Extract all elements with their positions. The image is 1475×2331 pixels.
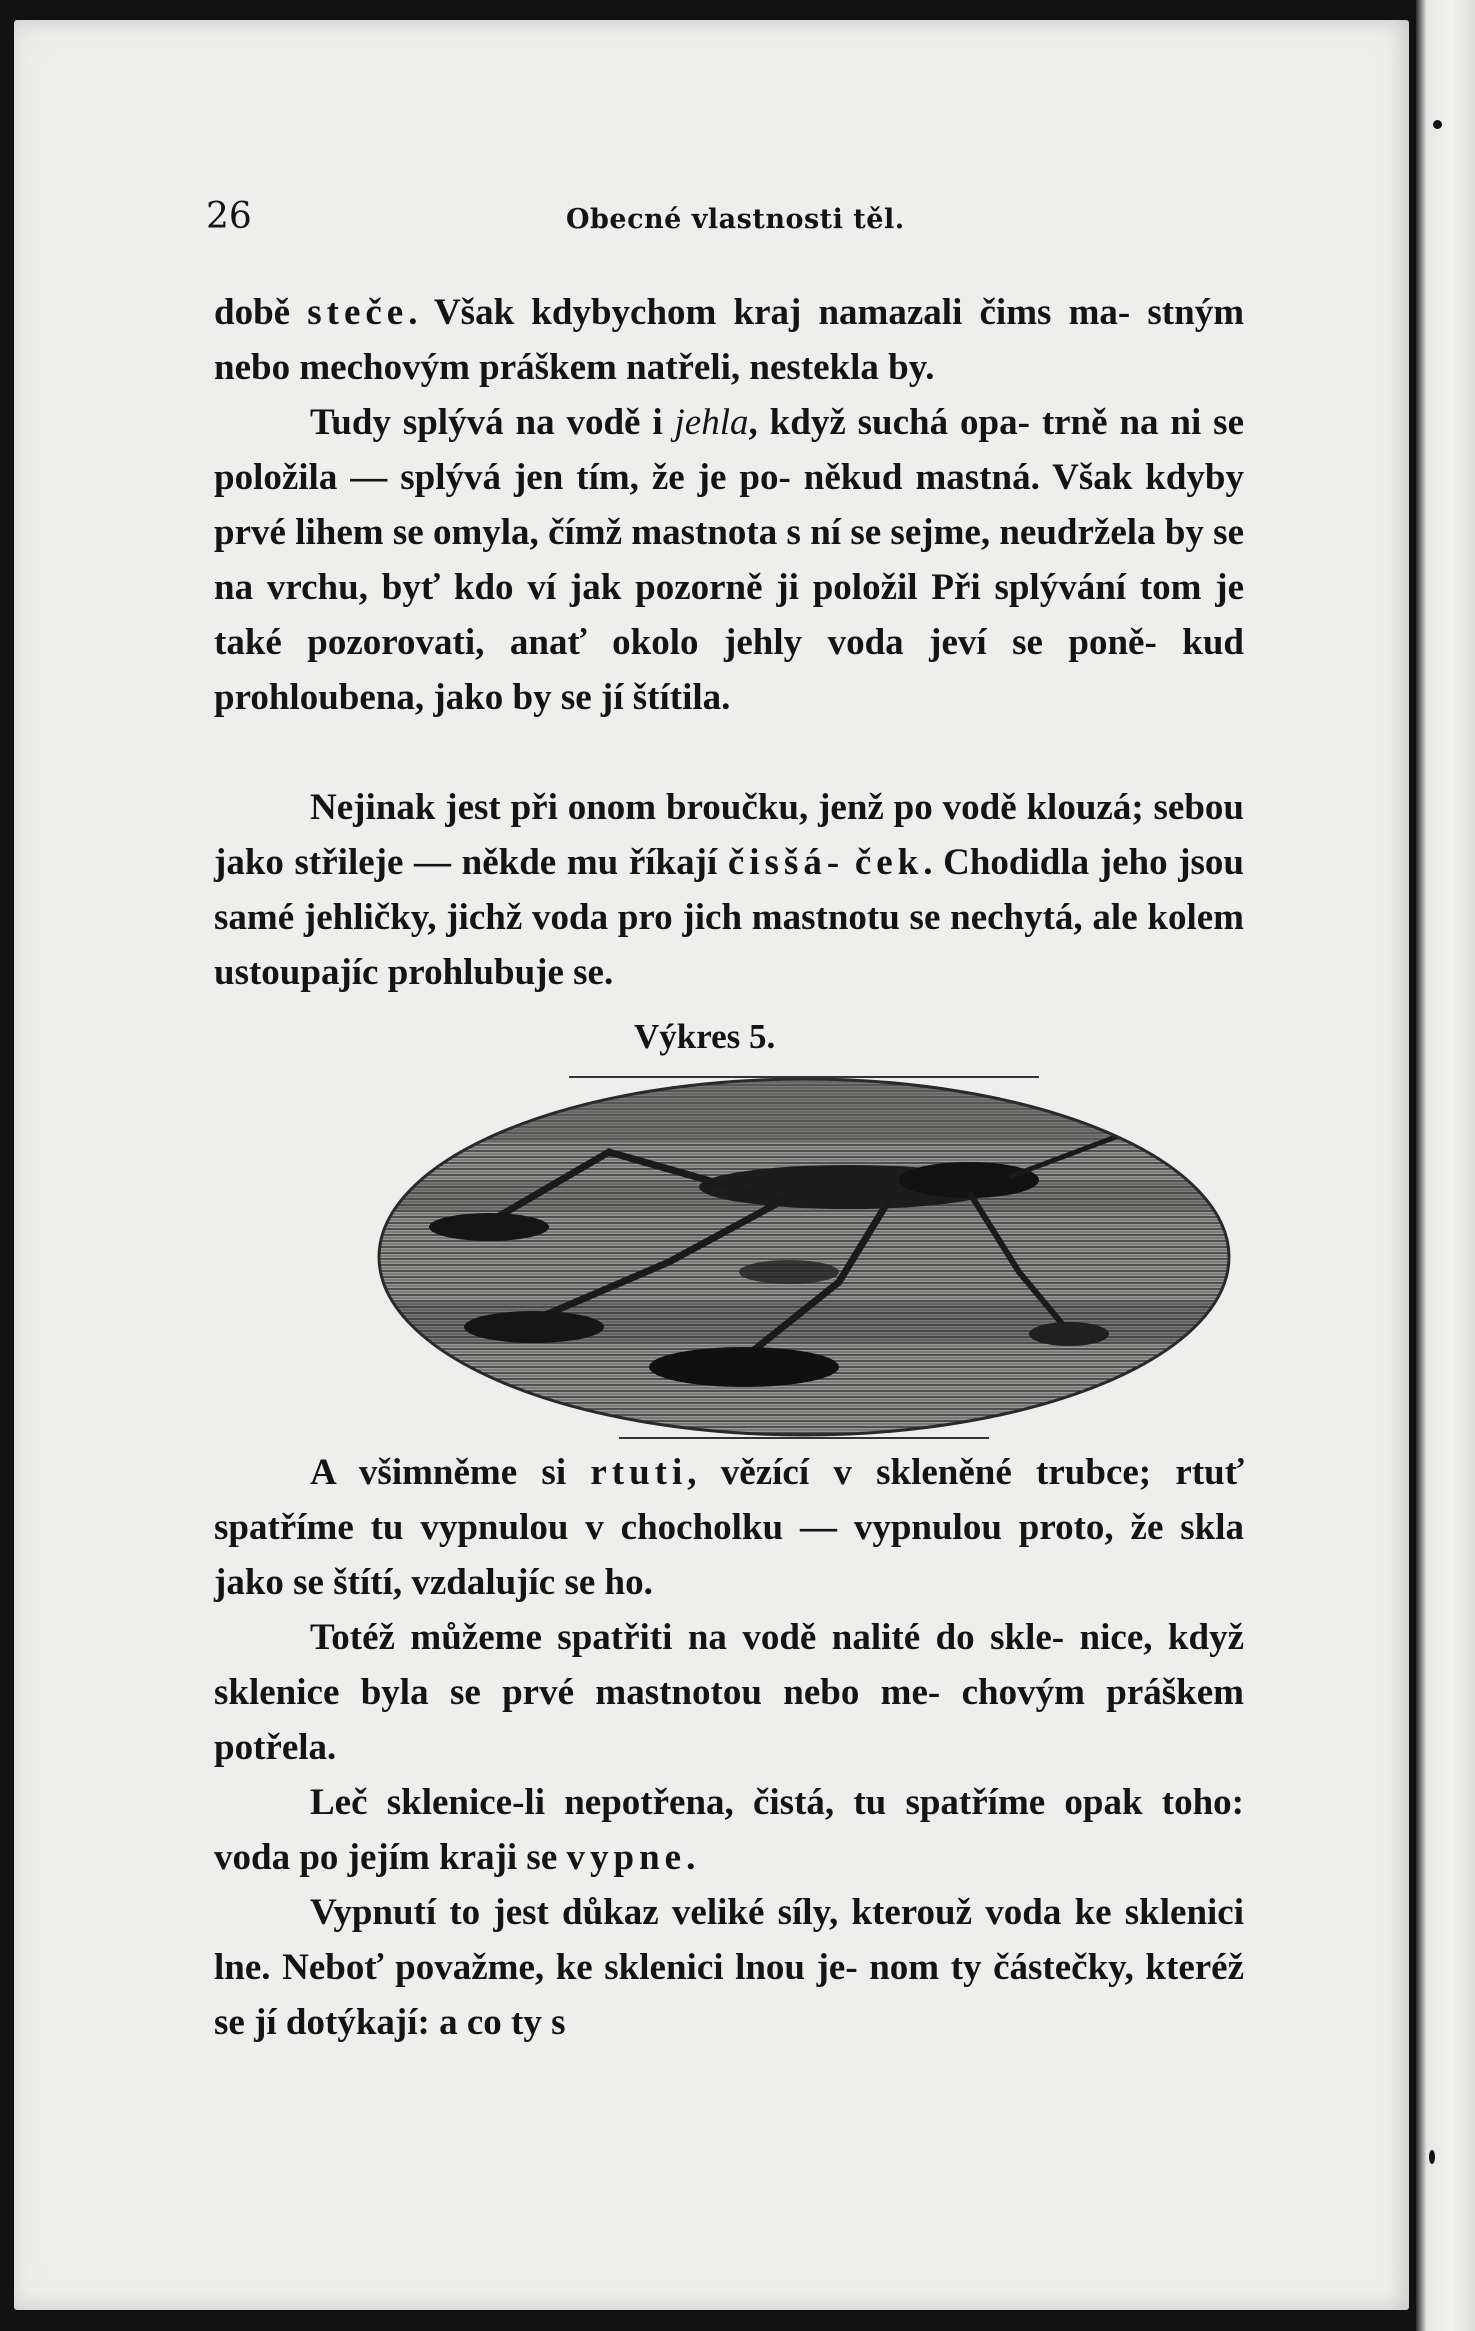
adjacent-page-edge	[1416, 0, 1475, 2331]
page-header	[206, 196, 1246, 256]
scan-dot-icon	[1433, 120, 1442, 129]
paragraph: A všimněme si rtuti, vězící v skleněné trubce; rtuť spatříme tu vypnulou v chocholku — vypnulou proto, že skla jako se štítí, vzdalujíc se ho.	[214, 1452, 1244, 1603]
water-strider-engraving-icon	[369, 1072, 1239, 1442]
paragraph: Tudy splývá na vodě i jehla, když suchá opa- trně na ni se položila — splývá jen tím, že je po- někud mastná. Však kdyby prvé lihem se omyla, čímž mastnota s ní se sejme, neudržela by se na vrchu, byť kdo ví jak pozorně ji položil Při splývání tom je také pozorovati, anať okolo jehly voda jeví se poně- kud prohloubena, jako by se jí štítila.	[214, 402, 1245, 718]
spaced-term: rtuti	[590, 1452, 688, 1493]
figure-caption: Výkres 5.	[634, 1017, 776, 1056]
spaced-term: steče	[307, 292, 409, 333]
spaced-term: vypne	[566, 1837, 687, 1878]
bleed-through-decoration	[1114, 1005, 1123, 1043]
paragraph: Nejinak jest při onom broučku, jenž po vodě klouzá; sebou jako střileje — někde mu říkají čisšá- ček. Chodidla jeho jsou samé jehličky, jichž voda pro jich mastnotu se nechytá, ale kolem ustoupajíc prohlubuje se.	[214, 787, 1244, 993]
page-number: 26	[206, 196, 252, 237]
figure-illustration	[369, 1072, 1239, 1442]
spaced-term: ček	[854, 842, 924, 883]
paragraph: Totéž můžeme spatřiti na vodě nalité do skle- nice, když sklenice byla se prvé mastnotou nebo me- chovým práškem potřela.	[214, 1617, 1245, 1768]
paragraph: době steče. Však kdybychom kraj namazali čims ma- stným nebo mechovým práškem natřeli, nestekla by.	[214, 292, 1245, 388]
book-page	[14, 20, 1409, 2310]
scan-dot-icon	[1429, 2150, 1435, 2164]
running-head: Obecné vlastnosti těl.	[566, 204, 905, 235]
spaced-term: čisšá-	[727, 842, 845, 883]
paragraph: Leč sklenice-li nepotřena, čistá, tu spatříme opak toho: voda po jejím kraji se vypne.	[214, 1782, 1245, 1878]
italic-term: jehla	[674, 402, 749, 443]
paragraph: Vypnutí to jest důkaz veliké síly, kterouž voda ke sklenici lne. Neboť považme, ke sklenici lnou je- nom ty částečky, kteréž se jí dotýkají: a co ty s	[214, 1892, 1245, 2043]
